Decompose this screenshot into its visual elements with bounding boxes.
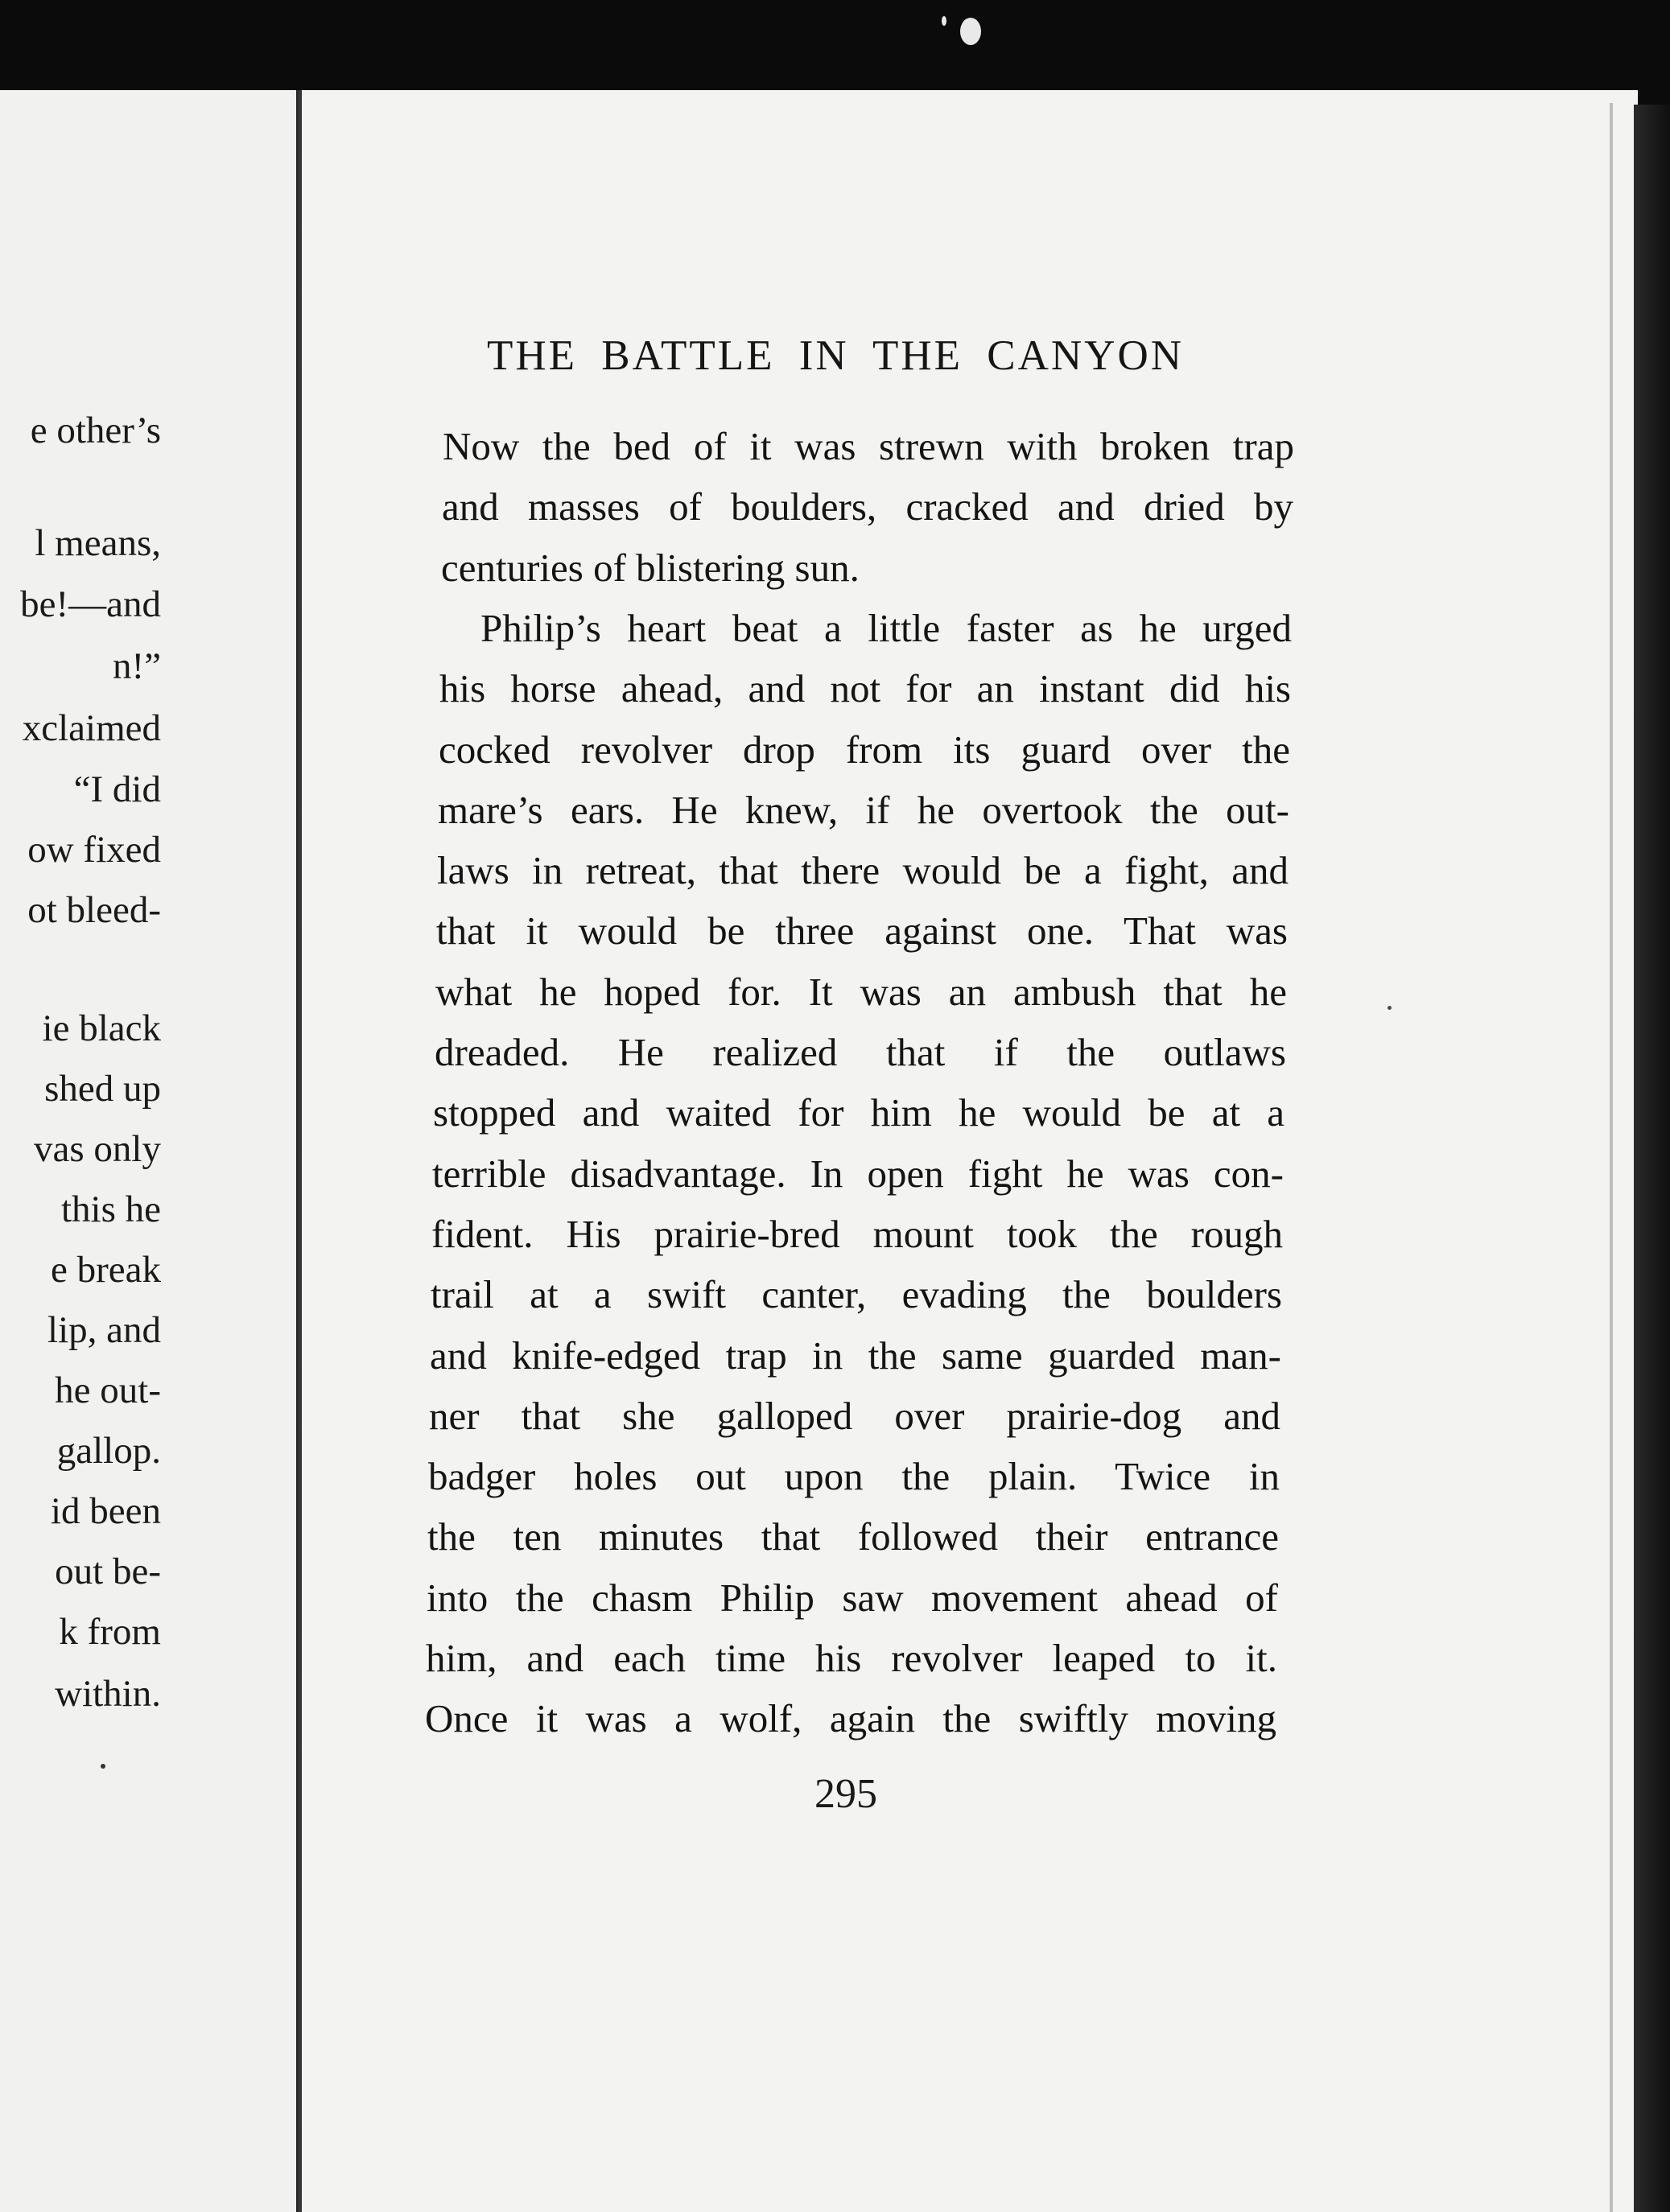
body-line: into the chasm Philip saw movement ahead of xyxy=(427,1578,1278,1620)
previous-page-line: e other’s xyxy=(30,410,161,451)
previous-page-line: ot bleed- xyxy=(27,889,161,931)
body-line: and knife-edged trap in the same guarded man- xyxy=(430,1336,1281,1378)
body-line: cocked revolver drop from its guard over the xyxy=(439,730,1290,772)
body-line: mare’s ears. He knew, if he overtook the out- xyxy=(438,790,1289,832)
body-line: his horse ahead, and not for an instant did his xyxy=(439,669,1291,711)
previous-page-line: this he xyxy=(60,1188,161,1230)
page-edge xyxy=(1610,103,1613,2212)
body-line: fident. His prairie-bred mount took the rough xyxy=(431,1214,1283,1256)
previous-page-line: shed up xyxy=(44,1068,161,1110)
previous-page-line: l means, xyxy=(35,522,161,564)
previous-page-line: “I did xyxy=(73,768,161,810)
previous-page-line: gallop. xyxy=(56,1430,161,1472)
previous-page-line: k from xyxy=(59,1611,161,1653)
body-line: and masses of boulders, cracked and dried by xyxy=(442,487,1293,529)
previous-page-line: within. xyxy=(55,1673,161,1715)
previous-page-line: n!” xyxy=(112,645,161,687)
previous-page-line: vas only xyxy=(34,1128,161,1170)
body-line: that it would be three against one. That was xyxy=(436,911,1288,953)
current-page xyxy=(302,90,1638,2212)
body-line: ner that she galloped over prairie-dog and xyxy=(429,1396,1280,1438)
body-line: Philip’s heart beat a little faster as he urged xyxy=(480,608,1292,650)
page-speck xyxy=(101,1764,105,1769)
scan-artifact xyxy=(942,16,946,26)
previous-page-line: ie black xyxy=(42,1007,161,1049)
previous-page-line: xclaimed xyxy=(22,707,161,749)
body-line: centuries of blistering sun. xyxy=(441,546,860,590)
body-line: Once it was a wolf, again the swiftly moving xyxy=(425,1699,1276,1740)
scan-artifact xyxy=(960,18,981,45)
previous-page-line: id been xyxy=(50,1490,161,1532)
body-line: stopped and waited for him he would be at a xyxy=(433,1093,1284,1135)
previous-page-line: out be- xyxy=(55,1551,161,1592)
running-head: THE BATTLE IN THE CANYON xyxy=(487,332,1184,379)
page-number: 295 xyxy=(814,1771,877,1817)
previous-page xyxy=(0,90,299,2212)
previous-page-line: lip, and xyxy=(47,1309,161,1351)
body-line: what he hoped for. It was an ambush that he xyxy=(435,972,1287,1014)
previous-page-line: he out- xyxy=(55,1370,161,1411)
page-speck xyxy=(1388,1006,1392,1010)
body-line: him, and each time his revolver leaped to it. xyxy=(426,1638,1277,1680)
previous-page-line: e break xyxy=(51,1249,161,1291)
previous-page-line: ow fixed xyxy=(27,829,161,871)
body-line: the ten minutes that followed their entrance xyxy=(427,1517,1279,1559)
page-shadow xyxy=(1634,105,1670,2212)
body-line: trail at a swift canter, evading the boulders xyxy=(431,1275,1282,1316)
body-line: laws in retreat, that there would be a fight, and xyxy=(437,851,1289,892)
previous-page-line: be!—and xyxy=(20,583,161,625)
body-line: Now the bed of it was strewn with broken trap xyxy=(443,426,1294,468)
body-line: dreaded. He realized that if the outlaws xyxy=(435,1032,1286,1074)
body-line: terrible disadvantage. In open fight he was con- xyxy=(432,1154,1284,1196)
body-line: badger holes out upon the plain. Twice in xyxy=(428,1456,1280,1498)
